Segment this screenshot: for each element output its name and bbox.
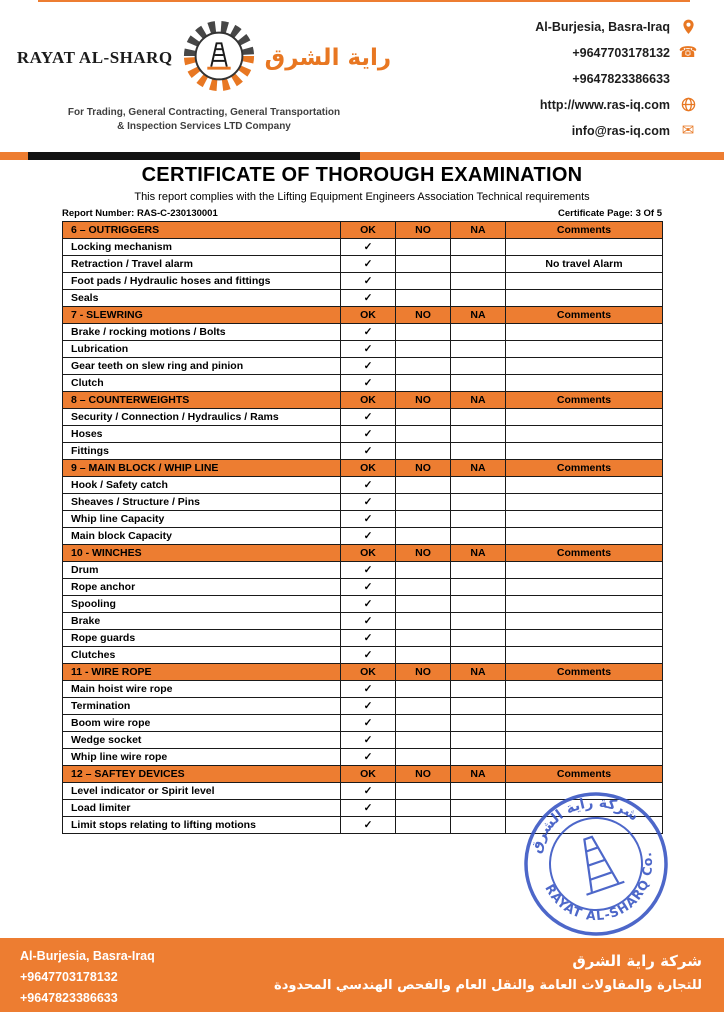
no-cell (396, 800, 451, 817)
item-label-cell: Fittings (63, 443, 341, 460)
footer-phone-2: +9647823386633 (20, 991, 118, 1005)
certificate-page-label: Certificate Page: 3 Of 5 (557, 208, 662, 219)
na-cell (451, 256, 506, 273)
section-title-cell: 6 – OUTRIGGERS (63, 222, 341, 239)
inspection-table (62, 221, 663, 834)
column-header-cell: Comments (506, 460, 663, 477)
ok-cell: ✓ (341, 324, 396, 341)
item-row (63, 613, 663, 630)
contact-email: info@ras-iq.com ✉ (572, 122, 698, 139)
footer-description-arabic: للتجارة والمقاولات العامة والنقل العام والفحص الهندسي المحدودة (274, 978, 702, 993)
ok-cell: ✓ (341, 256, 396, 273)
item-label-cell: Spooling (63, 596, 341, 613)
item-label-cell: Rope guards (63, 630, 341, 647)
comments-cell (506, 409, 663, 426)
comments-cell (506, 562, 663, 579)
item-label-cell: Whip line Capacity (63, 511, 341, 528)
no-cell (396, 409, 451, 426)
no-cell (396, 494, 451, 511)
na-cell (451, 443, 506, 460)
section-header-row (63, 664, 663, 681)
company-tagline: For Trading, General Contracting, General Transportation & Inspection Services LTD Company (67, 107, 341, 132)
column-header-cell: NO (396, 766, 451, 783)
na-cell (451, 290, 506, 307)
ok-cell: ✓ (341, 409, 396, 426)
na-cell (451, 749, 506, 766)
item-row (63, 341, 663, 358)
no-cell (396, 783, 451, 800)
column-header-cell: NA (451, 222, 506, 239)
item-row (63, 375, 663, 392)
item-label-cell: Limit stops relating to lifting motions (63, 817, 341, 834)
item-label-cell: Rope anchor (63, 579, 341, 596)
no-cell (396, 579, 451, 596)
item-row (63, 681, 663, 698)
column-header-cell: NA (451, 460, 506, 477)
svg-text:شركة راية الشرق (517, 779, 644, 859)
item-row (63, 358, 663, 375)
no-cell (396, 817, 451, 834)
column-header-cell: OK (341, 664, 396, 681)
footer-company-arabic: شركة راية الشرق (572, 952, 702, 970)
item-label-cell: Security / Connection / Hydraulics / Rams (63, 409, 341, 426)
na-cell (451, 426, 506, 443)
item-label-cell: Hoses (63, 426, 341, 443)
comments-cell (506, 613, 663, 630)
footer-arabic-block (274, 948, 702, 998)
no-cell (396, 290, 451, 307)
item-label-cell: Lubrication (63, 341, 341, 358)
column-header-cell: NA (451, 545, 506, 562)
ok-cell: ✓ (341, 817, 396, 834)
item-row (63, 494, 663, 511)
no-cell (396, 613, 451, 630)
item-label-cell: Brake / rocking motions / Bolts (63, 324, 341, 341)
item-row (63, 290, 663, 307)
item-row (63, 324, 663, 341)
column-header-cell: NA (451, 766, 506, 783)
comments-cell (506, 715, 663, 732)
na-cell (451, 732, 506, 749)
column-header-cell: NA (451, 307, 506, 324)
footer-phone-1: +9647703178132 (20, 970, 118, 984)
column-header-cell: OK (341, 460, 396, 477)
ok-cell: ✓ (341, 494, 396, 511)
section-header-row (63, 460, 663, 477)
na-cell (451, 562, 506, 579)
item-label-cell: Retraction / Travel alarm (63, 256, 341, 273)
item-label-cell: Gear teeth on slew ring and pinion (63, 358, 341, 375)
globe-icon (678, 96, 698, 113)
comments-cell (506, 273, 663, 290)
column-header-cell: NA (451, 664, 506, 681)
comments-cell (506, 749, 663, 766)
comments-cell (506, 732, 663, 749)
ok-cell: ✓ (341, 647, 396, 664)
item-row (63, 579, 663, 596)
no-cell (396, 375, 451, 392)
na-cell (451, 528, 506, 545)
item-row (63, 562, 663, 579)
comments-cell (506, 630, 663, 647)
comments-cell (506, 528, 663, 545)
na-cell (451, 273, 506, 290)
page-subtitle: This report complies with the Lifting Equipment Engineers Association Technical requirements (134, 191, 590, 203)
ok-cell: ✓ (341, 732, 396, 749)
na-cell (451, 239, 506, 256)
no-cell (396, 443, 451, 460)
na-cell (451, 647, 506, 664)
comments-cell (506, 426, 663, 443)
item-row (63, 596, 663, 613)
comments-cell (506, 358, 663, 375)
column-header-cell: NA (451, 392, 506, 409)
footer-contact-block (20, 946, 155, 1009)
no-cell (396, 681, 451, 698)
ok-cell: ✓ (341, 358, 396, 375)
no-cell (396, 256, 451, 273)
na-cell (451, 613, 506, 630)
na-cell (451, 698, 506, 715)
item-label-cell: Seals (63, 290, 341, 307)
na-cell (451, 681, 506, 698)
column-header-cell: OK (341, 766, 396, 783)
comments-cell (506, 341, 663, 358)
item-row (63, 409, 663, 426)
ok-cell: ✓ (341, 681, 396, 698)
icon-spacer (678, 70, 698, 87)
logo-gear-emblem (181, 18, 257, 99)
no-cell (396, 528, 451, 545)
na-cell (451, 324, 506, 341)
item-row (63, 528, 663, 545)
section-title-cell: 9 – MAIN BLOCK / WHIP LINE (63, 460, 341, 477)
no-cell (396, 477, 451, 494)
na-cell (451, 817, 506, 834)
report-meta-row (62, 208, 662, 219)
contact-phone-1: +9647703178132 ☎ (572, 44, 698, 61)
no-cell (396, 341, 451, 358)
report-number: Report Number: RAS-C-230130001 (62, 208, 218, 219)
na-cell (451, 630, 506, 647)
column-header-cell: Comments (506, 392, 663, 409)
na-cell (451, 511, 506, 528)
column-header-cell: Comments (506, 222, 663, 239)
ok-cell: ✓ (341, 698, 396, 715)
ok-cell: ✓ (341, 443, 396, 460)
stamp-derrick-icon (569, 832, 624, 895)
item-label-cell: Main hoist wire rope (63, 681, 341, 698)
comments-cell (506, 477, 663, 494)
item-row (63, 698, 663, 715)
na-cell (451, 596, 506, 613)
ok-cell: ✓ (341, 290, 396, 307)
ok-cell: ✓ (341, 596, 396, 613)
item-label-cell: Clutches (63, 647, 341, 664)
ok-cell: ✓ (341, 562, 396, 579)
contact-address: Al-Burjesia, Basra-Iraq (535, 18, 698, 35)
no-cell (396, 596, 451, 613)
no-cell (396, 630, 451, 647)
ok-cell: ✓ (341, 426, 396, 443)
comments-cell (506, 443, 663, 460)
item-row (63, 511, 663, 528)
item-label-cell: Termination (63, 698, 341, 715)
na-cell (451, 477, 506, 494)
email-icon: ✉ (681, 122, 695, 139)
stamp-arabic-text: شركة راية الشرق (528, 794, 642, 856)
comments-cell (506, 511, 663, 528)
item-row (63, 630, 663, 647)
na-cell (451, 579, 506, 596)
item-label-cell: Sheaves / Structure / Pins (63, 494, 341, 511)
ok-cell: ✓ (341, 749, 396, 766)
column-header-cell: Comments (506, 664, 663, 681)
no-cell (396, 698, 451, 715)
item-row (63, 715, 663, 732)
comments-cell (506, 647, 663, 664)
column-header-cell: Comments (506, 545, 663, 562)
section-title-cell: 12 – SAFTEY DEVICES (63, 766, 341, 783)
section-header-row (63, 392, 663, 409)
no-cell (396, 511, 451, 528)
na-cell (451, 783, 506, 800)
no-cell (396, 273, 451, 290)
na-cell (451, 341, 506, 358)
section-title-cell: 7 - SLEWRING (63, 307, 341, 324)
company-name-arabic: راية الشرق (264, 45, 392, 71)
comments-cell (506, 494, 663, 511)
section-title-cell: 10 - WINCHES (63, 545, 341, 562)
na-cell (451, 800, 506, 817)
no-cell (396, 749, 451, 766)
contact-phone-2: +9647823386633 (572, 70, 698, 87)
item-label-cell: Whip line wire rope (63, 749, 341, 766)
item-label-cell: Brake (63, 613, 341, 630)
na-cell (451, 358, 506, 375)
no-cell (396, 732, 451, 749)
column-header-cell: NO (396, 460, 451, 477)
ok-cell: ✓ (341, 528, 396, 545)
comments-cell (506, 375, 663, 392)
page-title: CERTIFICATE OF THOROUGH EXAMINATION (141, 164, 583, 186)
column-header-cell: NO (396, 222, 451, 239)
no-cell (396, 562, 451, 579)
ok-cell: ✓ (341, 613, 396, 630)
no-cell (396, 239, 451, 256)
contact-website: http://www.ras-iq.com (540, 96, 698, 113)
section-header-row (63, 545, 663, 562)
item-row (63, 239, 663, 256)
footer-address: Al-Burjesia, Basra-Iraq (20, 949, 155, 963)
stamp-english-text: RAYAT AL-SHARQ Co. (542, 850, 656, 924)
item-label-cell: Main block Capacity (63, 528, 341, 545)
ok-cell: ✓ (341, 579, 396, 596)
company-logo (16, 12, 392, 134)
gear-derrick-icon (181, 18, 257, 94)
comments-cell (506, 698, 663, 715)
column-header-cell: OK (341, 545, 396, 562)
location-pin-icon (678, 18, 698, 35)
ok-cell: ✓ (341, 783, 396, 800)
item-label-cell: Wedge socket (63, 732, 341, 749)
item-label-cell: Level indicator or Spirit level (63, 783, 341, 800)
comments-cell: No travel Alarm (506, 256, 663, 273)
ok-cell: ✓ (341, 341, 396, 358)
ok-cell: ✓ (341, 511, 396, 528)
page-footer (0, 938, 724, 1012)
column-header-cell: OK (341, 222, 396, 239)
column-header-cell: NO (396, 545, 451, 562)
item-label-cell: Boom wire rope (63, 715, 341, 732)
na-cell (451, 375, 506, 392)
item-row (63, 443, 663, 460)
no-cell (396, 426, 451, 443)
comments-cell (506, 579, 663, 596)
item-label-cell: Locking mechanism (63, 239, 341, 256)
item-label-cell: Drum (63, 562, 341, 579)
column-header-cell: NO (396, 307, 451, 324)
no-cell (396, 324, 451, 341)
item-label-cell: Load limiter (63, 800, 341, 817)
contact-info (535, 18, 698, 139)
ok-cell: ✓ (341, 375, 396, 392)
section-header-row (63, 222, 663, 239)
item-row (63, 749, 663, 766)
no-cell (396, 715, 451, 732)
item-label-cell: Clutch (63, 375, 341, 392)
na-cell (451, 409, 506, 426)
company-stamp (521, 789, 671, 939)
column-header-cell: OK (341, 392, 396, 409)
comments-cell (506, 596, 663, 613)
header-divider-black-segment (28, 152, 360, 160)
column-header-cell: OK (341, 307, 396, 324)
ok-cell: ✓ (341, 800, 396, 817)
na-cell (451, 494, 506, 511)
ok-cell: ✓ (341, 477, 396, 494)
section-title-cell: 8 – COUNTERWEIGHTS (63, 392, 341, 409)
comments-cell (506, 324, 663, 341)
ok-cell: ✓ (341, 715, 396, 732)
no-cell (396, 647, 451, 664)
item-row (63, 732, 663, 749)
item-label-cell: Foot pads / Hydraulic hoses and fittings (63, 273, 341, 290)
phone-icon: ☎ (678, 44, 698, 61)
ok-cell: ✓ (341, 273, 396, 290)
item-row (63, 256, 663, 273)
comments-cell (506, 239, 663, 256)
section-header-row (63, 766, 663, 783)
comments-cell (506, 290, 663, 307)
ok-cell: ✓ (341, 630, 396, 647)
ok-cell: ✓ (341, 239, 396, 256)
item-row (63, 273, 663, 290)
column-header-cell: Comments (506, 766, 663, 783)
company-name: RAYAT AL-SHARQ (16, 48, 173, 67)
section-title-cell: 11 - WIRE ROPE (63, 664, 341, 681)
column-header-cell: NO (396, 392, 451, 409)
item-row (63, 647, 663, 664)
na-cell (451, 715, 506, 732)
item-row (63, 426, 663, 443)
top-border-line (38, 0, 690, 2)
column-header-cell: Comments (506, 307, 663, 324)
header-divider-bar (0, 152, 724, 160)
column-header-cell: NO (396, 664, 451, 681)
item-row (63, 477, 663, 494)
section-header-row (63, 307, 663, 324)
item-label-cell: Hook / Safety catch (63, 477, 341, 494)
no-cell (396, 358, 451, 375)
comments-cell (506, 681, 663, 698)
